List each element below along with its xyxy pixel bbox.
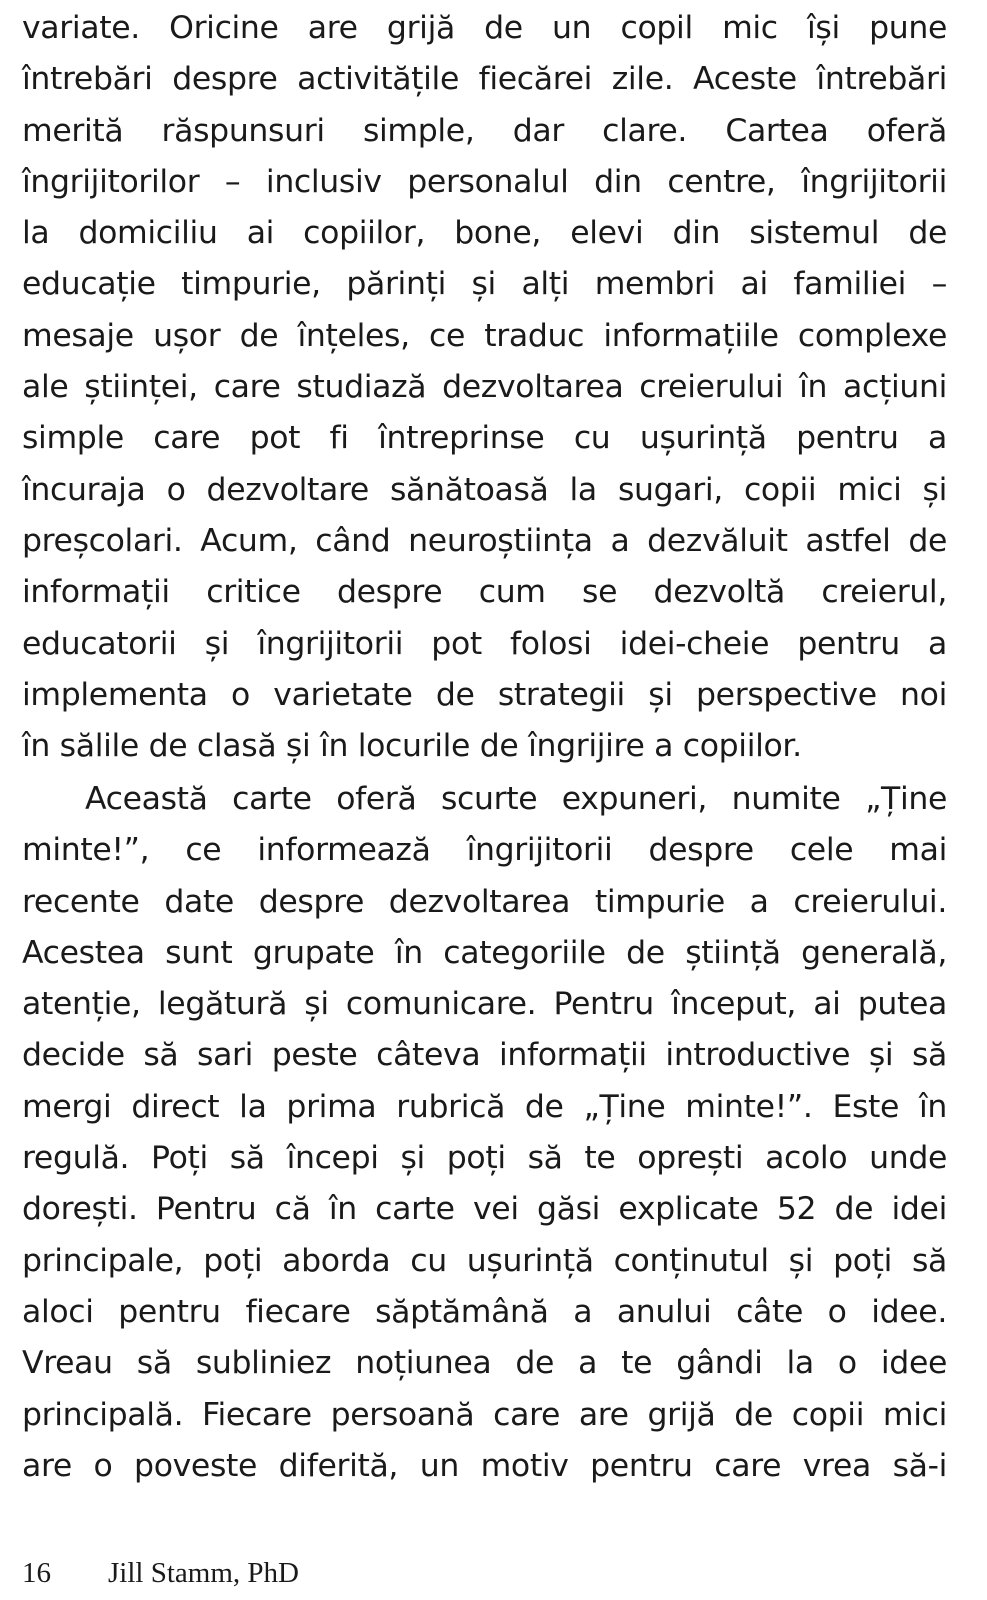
text-line: principală. Fiecare persoană care are grijă de copii mici bbox=[22, 1396, 947, 1433]
text-line: preșcolari. Acum, când neuroștiința a dezvăluit astfel de bbox=[22, 522, 947, 559]
running-footer-author: Jill Stamm, PhD bbox=[108, 1557, 299, 1589]
text-line: regulă. Poți să începi și poți să te oprești acolo unde bbox=[22, 1140, 947, 1177]
text-line: merită răspunsuri simple, dar clare. Cartea oferă bbox=[22, 112, 947, 149]
text-line: simple care pot fi întreprinse cu ușurință pentru a bbox=[22, 420, 947, 457]
text-line: Această carte oferă scurte expuneri, numite „Ține bbox=[85, 781, 947, 817]
text-line: minte!”, ce informează îngrijitorii despre cele mai bbox=[22, 832, 947, 869]
text-line: la domiciliu ai copiilor, bone, elevi din sistemul de bbox=[22, 215, 947, 252]
text-line: aloci pentru fiecare săptămână a anului câte o idee. bbox=[22, 1293, 947, 1330]
text-line: educatorii și îngrijitorii pot folosi idei-cheie pentru a bbox=[22, 625, 947, 662]
page-number: 16 bbox=[22, 1557, 51, 1589]
text-line: încuraja o dezvoltare sănătoasă la sugari, copii mici și bbox=[22, 471, 947, 508]
text-line: informații critice despre cum se dezvoltă creierul, bbox=[22, 574, 947, 611]
text-line: decide să sari peste câteva informații introductive și să bbox=[22, 1037, 947, 1074]
text-line: mesaje ușor de înțeles, ce traduc informațiile complexe bbox=[22, 317, 947, 354]
text-line: întrebări despre activitățile fiecărei zile. Aceste întrebări bbox=[22, 61, 947, 98]
text-line: principale, poți aborda cu ușurință conținutul și poți să bbox=[22, 1242, 947, 1279]
text-line: dorești. Pentru că în carte vei găsi explicate 52 de idei bbox=[22, 1191, 947, 1228]
text-line: ale științei, care studiază dezvoltarea creierului în acțiuni bbox=[22, 369, 947, 406]
page-footer bbox=[22, 1553, 299, 1593]
text-line: îngrijitorilor – inclusiv personalul din centre, îngrijitorii bbox=[22, 163, 947, 200]
text-line: implementa o varietate de strategii și perspective noi bbox=[22, 676, 947, 713]
text-line: are o poveste diferită, un motiv pentru care vrea să-i bbox=[22, 1447, 947, 1484]
text-line: mergi direct la prima rubrică de „Ține minte!”. Este în bbox=[22, 1088, 947, 1125]
text-line: Acestea sunt grupate în categoriile de știință generală, bbox=[22, 934, 947, 971]
text-line: variate. Oricine are grijă de un copil mic își pune bbox=[22, 10, 947, 46]
text-line: în sălile de clasă și în locurile de îngrijire a copiilor. bbox=[22, 728, 802, 765]
text-line: atenție, legătură și comunicare. Pentru început, ai putea bbox=[22, 986, 947, 1023]
text-line: educație timpurie, părinți și alți membri ai familiei – bbox=[22, 266, 947, 303]
paragraph-2 bbox=[22, 779, 947, 1497]
paragraph-1 bbox=[22, 8, 947, 777]
text-line: recente date despre dezvoltarea timpurie a creierului. bbox=[22, 883, 947, 920]
text-line: Vreau să subliniez noțiunea de a te gândi la o idee bbox=[22, 1345, 947, 1382]
